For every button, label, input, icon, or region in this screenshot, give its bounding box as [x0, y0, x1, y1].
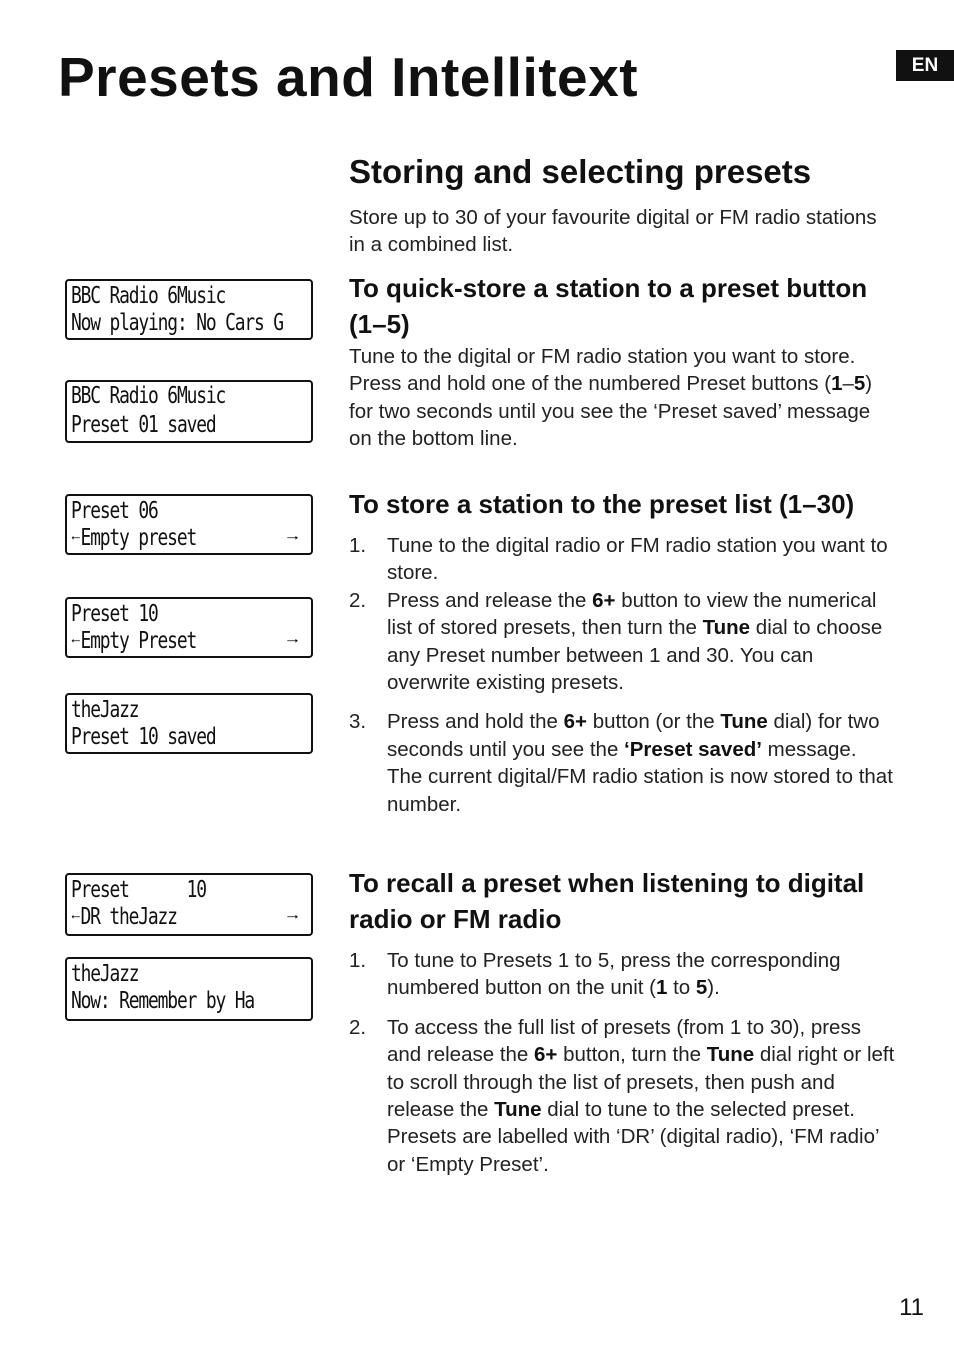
recall-heading: To recall a preset when listening to digital radio or FM radio [349, 868, 865, 934]
section-title: Storing and selecting presets [349, 153, 812, 190]
lcd-line-1: theJazz [71, 961, 139, 987]
lcd-line-1: Preset 10 [71, 877, 206, 903]
arrow-left-icon: 🠀 [71, 908, 81, 926]
list-item: 1. To tune to Presets 1 to 5, press the corresponding numbered button on the unit (1 to 5). [349, 949, 841, 1000]
section-intro: Store up to 30 of your favourite digital or FM radio stations in a combined list. [349, 205, 877, 256]
store-list-heading: To store a station to the preset list (1–30) [349, 489, 855, 519]
quick-store-heading: To quick-store a station to a preset button (1–5) [349, 273, 868, 339]
lcd-display-now-playing [65, 279, 313, 340]
lcd-line-2: Preset 01 saved [71, 412, 216, 438]
list-item: 2. To access the full list of presets (from 1 to 30), press and release the 6+ button, turn the Tune dial right or left to scroll through the list of presets, then push and release the Tune dial to tune to the selected preset. Presets are labelled with ‘DR’ (digital radio), ‘FM radio’ or ‘Empty Preset’. [349, 1015, 895, 1176]
lcd-line-1: Preset 10 [71, 601, 158, 627]
arrow-right-icon: 🠂 [286, 908, 299, 926]
lcd-display-preset-10-saved [65, 693, 313, 754]
arrow-right-icon: 🠂 [286, 632, 299, 650]
list-item: 2. Press and release the 6+ button to view the numerical list of stored presets, then turn the Tune dial to choose any Preset number between 1 and 30. You can overwrite existing presets. [349, 588, 883, 695]
page-number: 11 [899, 1294, 924, 1321]
list-item: 1. Tune to the digital radio or FM radio station you want to store. [349, 534, 888, 585]
lcd-line-2-text: Empty Preset [80, 628, 197, 654]
arrow-left-icon: 🠀 [71, 632, 81, 650]
lcd-display-now-remember [65, 957, 313, 1021]
lcd-line-2 [71, 628, 299, 655]
recall-block [349, 865, 897, 1178]
quick-store-block [349, 270, 897, 453]
quick-store-text: Tune to the digital or FM radio station you want to store. Press and hold one of the numbered Preset buttons (1–5) for two seconds until you see the ‘Preset saved’ message on the bottom line. [349, 345, 873, 451]
lcd-display-preset-06 [65, 494, 313, 555]
page-title: Presets and Intellitext [58, 46, 639, 108]
store-list-block [349, 486, 897, 818]
lcd-line-2 [71, 525, 299, 552]
recall-steps [349, 947, 897, 1178]
lcd-line-1: theJazz [71, 697, 139, 723]
lcd-display-preset-saved [65, 380, 313, 443]
arrow-right-icon: 🠂 [286, 529, 299, 547]
lcd-line-2: Now: Remember by Ha [71, 988, 254, 1014]
lcd-line-2-text: DR theJazz [80, 904, 177, 930]
arrow-left-icon: 🠀 [71, 529, 81, 547]
lcd-line-2: Preset 10 saved [71, 724, 216, 750]
lcd-line-1: BBC Radio 6Music [71, 283, 226, 309]
lcd-line-2-text: Empty preset [80, 525, 197, 551]
lcd-display-preset-10 [65, 597, 313, 658]
lcd-display-dr-thejazz [65, 873, 313, 936]
lcd-line-2: Now playing: No Cars G [71, 310, 283, 336]
section-storing-presets [349, 152, 897, 258]
store-list-steps [349, 532, 897, 818]
lcd-line-1: BBC Radio 6Music [71, 383, 226, 409]
list-item: 3. Press and hold the 6+ button (or the Tune dial) for two seconds until you see the ‘Preset saved’ message. The current digital/FM radio station is now stored to that number. [349, 710, 893, 816]
lcd-line-1: Preset 06 [71, 498, 158, 524]
lcd-line-2 [71, 904, 299, 931]
language-badge: EN [896, 50, 954, 81]
